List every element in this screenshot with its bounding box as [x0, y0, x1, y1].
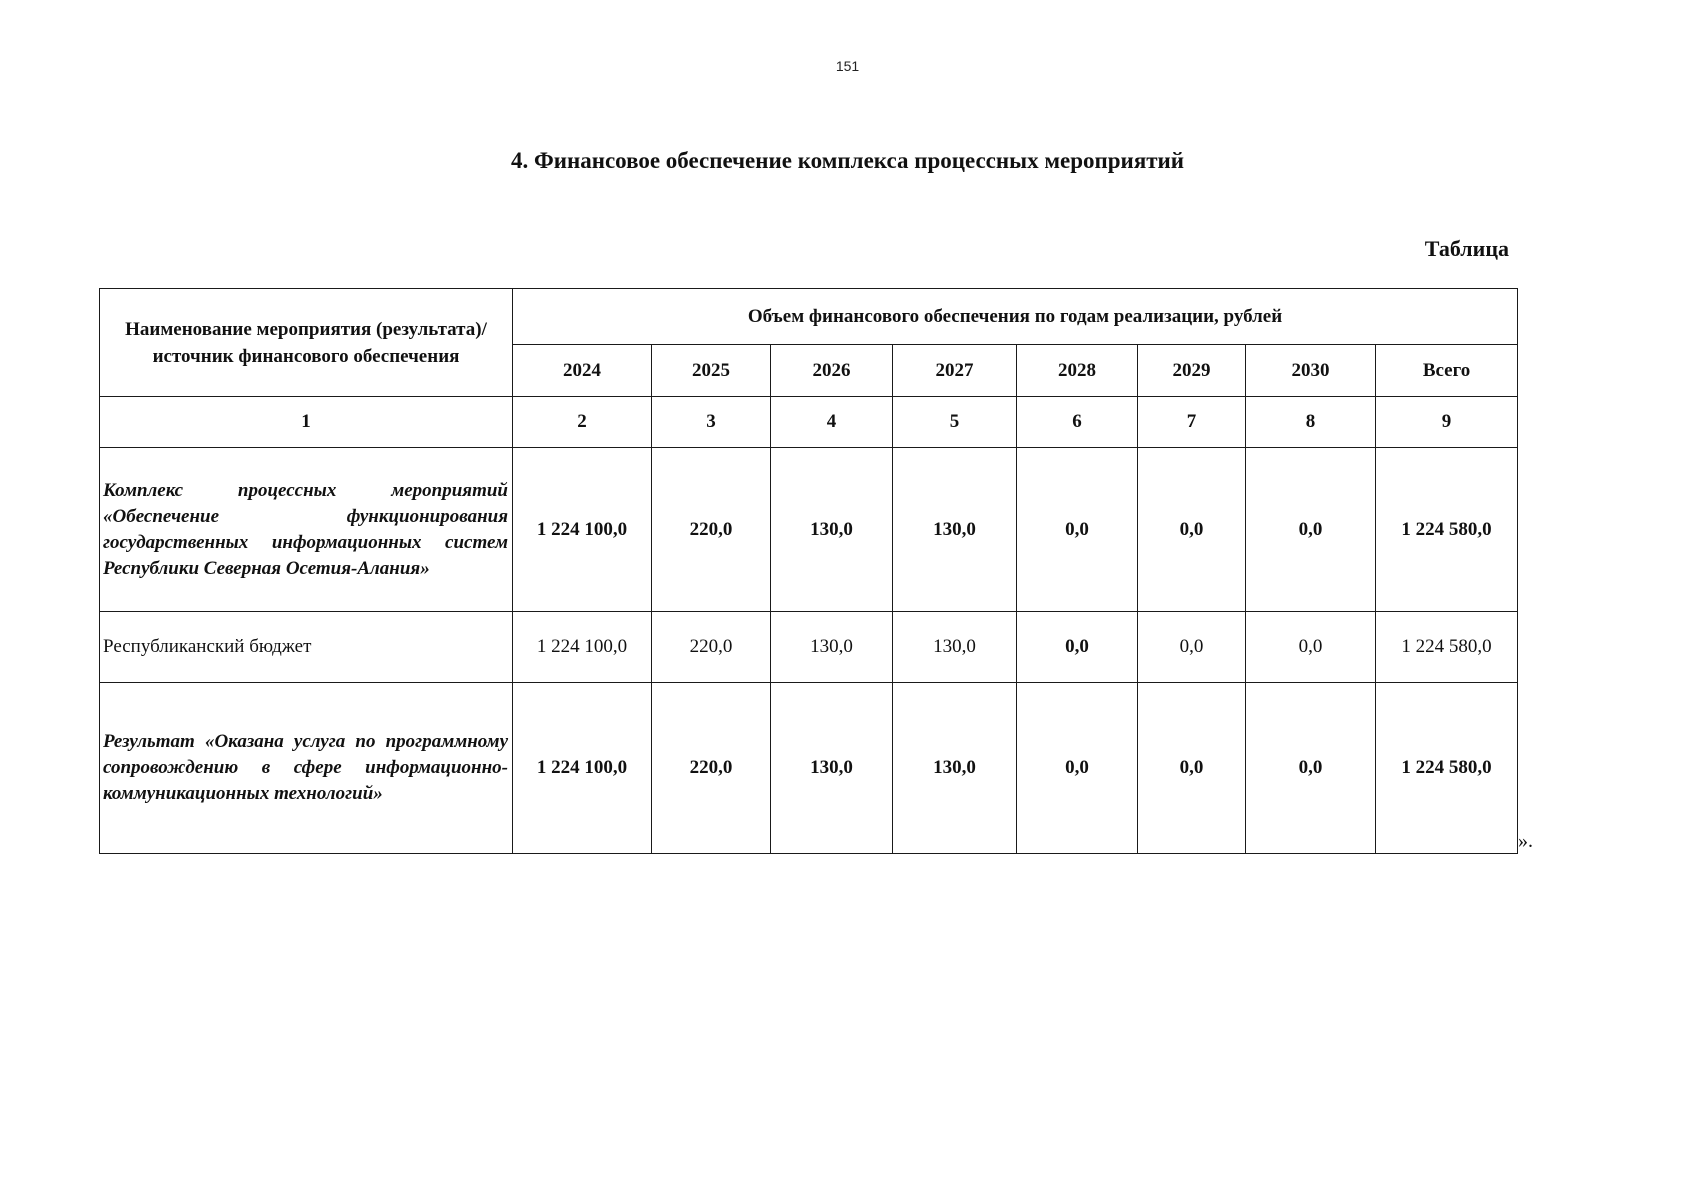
column-number: 6: [1017, 397, 1138, 448]
value-cell: 0,0: [1138, 683, 1246, 854]
total-cell: 1 224 580,0: [1376, 683, 1518, 854]
value-cell: 130,0: [893, 683, 1017, 854]
value-cell: 0,0: [1246, 448, 1376, 612]
value-cell: 130,0: [771, 683, 893, 854]
total-cell: 1 224 580,0: [1376, 612, 1518, 683]
table-row: [100, 448, 1518, 612]
row-name-cell: Результат «Оказана услуга по программному сопровождению в сфере информационно-коммуникационных технологий»: [100, 683, 513, 854]
financing-table: [99, 288, 1518, 854]
table-header-row: [100, 289, 1518, 345]
table-row: [100, 683, 1518, 854]
page-number: 151: [835, 58, 860, 74]
row-name-cell: Комплекс процессных мероприятий «Обеспечение функционирования государственных информационных систем Республики Северная Осетия-Алания»: [100, 448, 513, 612]
year-header: 2025: [652, 345, 771, 397]
value-cell: 130,0: [771, 612, 893, 683]
value-cell: 0,0: [1017, 448, 1138, 612]
column-number: 3: [652, 397, 771, 448]
year-header: 2029: [1138, 345, 1246, 397]
value-cell: 0,0: [1246, 683, 1376, 854]
value-cell: 130,0: [893, 612, 1017, 683]
column-number: 4: [771, 397, 893, 448]
column-numbers-row: [100, 397, 1518, 448]
value-cell: 1 224 100,0: [513, 448, 652, 612]
header-volume-cell: Объем финансового обеспечения по годам реализации, рублей: [513, 289, 1518, 345]
closing-quote-mark: ».: [1518, 830, 1533, 852]
year-header: 2027: [893, 345, 1017, 397]
value-cell: 130,0: [771, 448, 893, 612]
table-row: [100, 612, 1518, 683]
value-cell: 1 224 100,0: [513, 683, 652, 854]
table-caption: Таблица: [1424, 236, 1509, 261]
value-cell: 130,0: [893, 448, 1017, 612]
page-title: 4. Финансовое обеспечение комплекса процессных мероприятий: [510, 148, 1185, 173]
column-number: 1: [100, 397, 513, 448]
value-cell: 0,0: [1138, 448, 1246, 612]
row-name-cell: Республиканский бюджет: [100, 612, 513, 683]
value-cell: 220,0: [652, 612, 771, 683]
column-number: 2: [513, 397, 652, 448]
column-number: 9: [1376, 397, 1518, 448]
year-header: 2028: [1017, 345, 1138, 397]
value-cell: 220,0: [652, 448, 771, 612]
value-cell: 0,0: [1246, 612, 1376, 683]
column-number: 5: [893, 397, 1017, 448]
year-header: 2024: [513, 345, 652, 397]
column-number: 7: [1138, 397, 1246, 448]
value-cell: 1 224 100,0: [513, 612, 652, 683]
value-cell: 0,0: [1017, 683, 1138, 854]
year-header: 2026: [771, 345, 893, 397]
value-cell: 0,0: [1017, 612, 1138, 683]
total-header: Всего: [1376, 345, 1518, 397]
column-number: 8: [1246, 397, 1376, 448]
total-cell: 1 224 580,0: [1376, 448, 1518, 612]
value-cell: 0,0: [1138, 612, 1246, 683]
value-cell: 220,0: [652, 683, 771, 854]
year-header: 2030: [1246, 345, 1376, 397]
header-name-cell: Наименование мероприятия (результата)/источник финансового обеспечения: [100, 289, 513, 397]
